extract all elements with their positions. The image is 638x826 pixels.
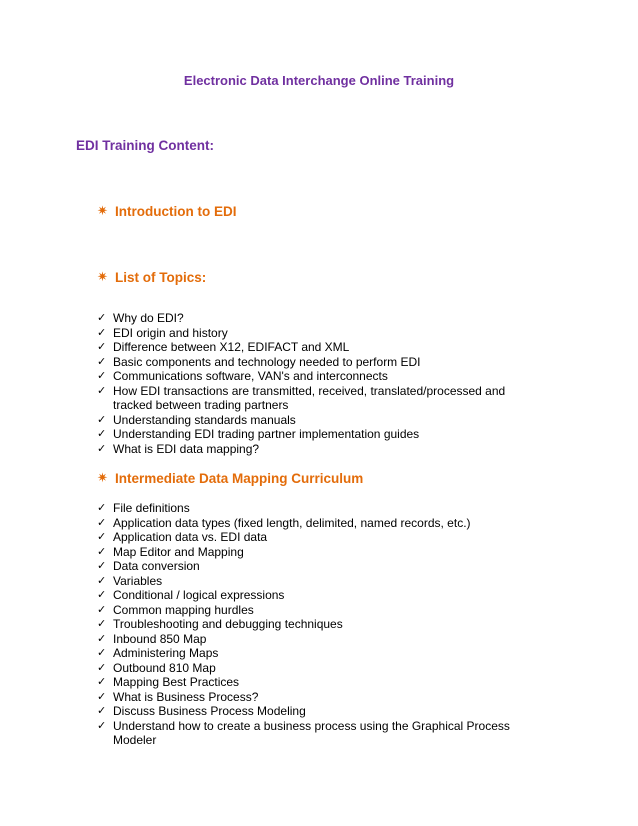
list-item (97, 340, 537, 355)
list-item-text: Data conversion (113, 559, 200, 573)
list-item-text: EDI origin and history (113, 325, 228, 340)
checkmark-icon: ✓ (97, 312, 107, 324)
checkmark-icon: ✓ (97, 632, 107, 645)
list-item-text: Communications software, VAN's and interconnects (113, 369, 388, 383)
list-item-text: What is Business Process? (113, 689, 259, 704)
topics-list (97, 311, 537, 456)
list-item (97, 501, 537, 516)
checkmark-icon: ✓ (97, 603, 107, 616)
content-heading: EDI Training Content: (76, 138, 214, 153)
checkmark-icon: ✓ (97, 574, 107, 587)
list-item (97, 369, 537, 384)
list-item-text: Variables (113, 573, 163, 588)
checkmark-icon: ✓ (97, 560, 107, 572)
list-item-text: How EDI transactions are transmitted, received, translated/processed and tracked between trading partners (113, 383, 506, 412)
list-item-text: Mapping Best Practices (113, 675, 240, 689)
star-bullet-icon: ✷ (97, 269, 108, 284)
list-item-text: What is EDI data mapping? (113, 441, 260, 456)
list-item-text: Difference between X12, EDIFACT and XML (113, 340, 350, 354)
star-bullet-icon: ✷ (97, 470, 108, 485)
list-item (97, 632, 537, 647)
checkmark-icon: ✓ (97, 690, 107, 703)
checkmark-icon: ✓ (97, 516, 107, 529)
checkmark-icon: ✓ (97, 413, 107, 426)
checkmark-icon: ✓ (97, 355, 107, 368)
list-item-text: Conditional / logical expressions (113, 588, 285, 602)
list-item (97, 675, 537, 690)
list-item (97, 559, 537, 574)
checkmark-icon: ✓ (97, 384, 107, 397)
checkmark-icon: ✓ (97, 370, 107, 382)
list-item-text: File definitions (113, 501, 190, 515)
page-title: Electronic Data Interchange Online Training (183, 73, 455, 88)
section-heading-text: List of Topics: (115, 269, 207, 285)
list-item (97, 704, 537, 719)
checkmark-icon: ✓ (97, 341, 107, 353)
list-item (97, 603, 537, 618)
list-item (97, 588, 537, 603)
list-item-text: Common mapping hurdles (113, 602, 254, 617)
section-heading-curriculum (97, 470, 363, 486)
checkmark-icon: ✓ (97, 502, 107, 514)
checkmark-icon: ✓ (97, 589, 107, 601)
checkmark-icon: ✓ (97, 705, 107, 717)
checkmark-icon: ✓ (97, 442, 107, 455)
list-item (97, 690, 537, 705)
list-item (97, 530, 537, 545)
curriculum-list (97, 501, 537, 748)
checkmark-icon: ✓ (97, 326, 107, 339)
checkmark-icon: ✓ (97, 618, 107, 630)
checkmark-icon: ✓ (97, 676, 107, 688)
star-bullet-icon: ✷ (97, 203, 108, 218)
list-item-text: Basic components and technology needed to perform EDI (113, 354, 421, 369)
list-item (97, 384, 537, 413)
list-item (97, 427, 537, 442)
checkmark-icon: ✓ (97, 428, 107, 440)
list-item-text: Application data vs. EDI data (113, 530, 268, 544)
list-item-text: Inbound 850 Map (113, 631, 207, 646)
list-item (97, 719, 537, 748)
list-item (97, 661, 537, 676)
list-item-text: Outbound 810 Map (113, 660, 216, 675)
section-heading-introduction (97, 203, 236, 219)
list-item (97, 442, 537, 457)
list-item (97, 646, 537, 661)
list-item (97, 413, 537, 428)
checkmark-icon: ✓ (97, 647, 107, 659)
list-item (97, 326, 537, 341)
list-item (97, 355, 537, 370)
list-item (97, 545, 537, 560)
section-heading-topics (97, 269, 206, 285)
list-item-text: Understand how to create a business process using the Graphical Process Modeler (113, 718, 510, 747)
section-heading-text: Introduction to EDI (115, 203, 237, 219)
checkmark-icon: ✓ (97, 531, 107, 543)
checkmark-icon: ✓ (97, 661, 107, 674)
list-item-text: Administering Maps (113, 646, 219, 660)
list-item-text: Why do EDI? (113, 311, 184, 325)
list-item-text: Application data types (fixed length, delimited, named records, etc.) (113, 515, 471, 530)
list-item-text: Map Editor and Mapping (113, 544, 244, 559)
checkmark-icon: ✓ (97, 545, 107, 558)
list-item (97, 617, 537, 632)
list-item (97, 574, 537, 589)
list-item-text: Understanding standards manuals (113, 412, 296, 427)
list-item-text: Discuss Business Process Modeling (113, 704, 306, 718)
list-item (97, 311, 537, 326)
list-item-text: Troubleshooting and debugging techniques (113, 617, 343, 631)
section-heading-text: Intermediate Data Mapping Curriculum (115, 470, 364, 486)
list-item-text: Understanding EDI trading partner implementation guides (113, 427, 420, 441)
checkmark-icon: ✓ (97, 719, 107, 732)
list-item (97, 516, 537, 531)
